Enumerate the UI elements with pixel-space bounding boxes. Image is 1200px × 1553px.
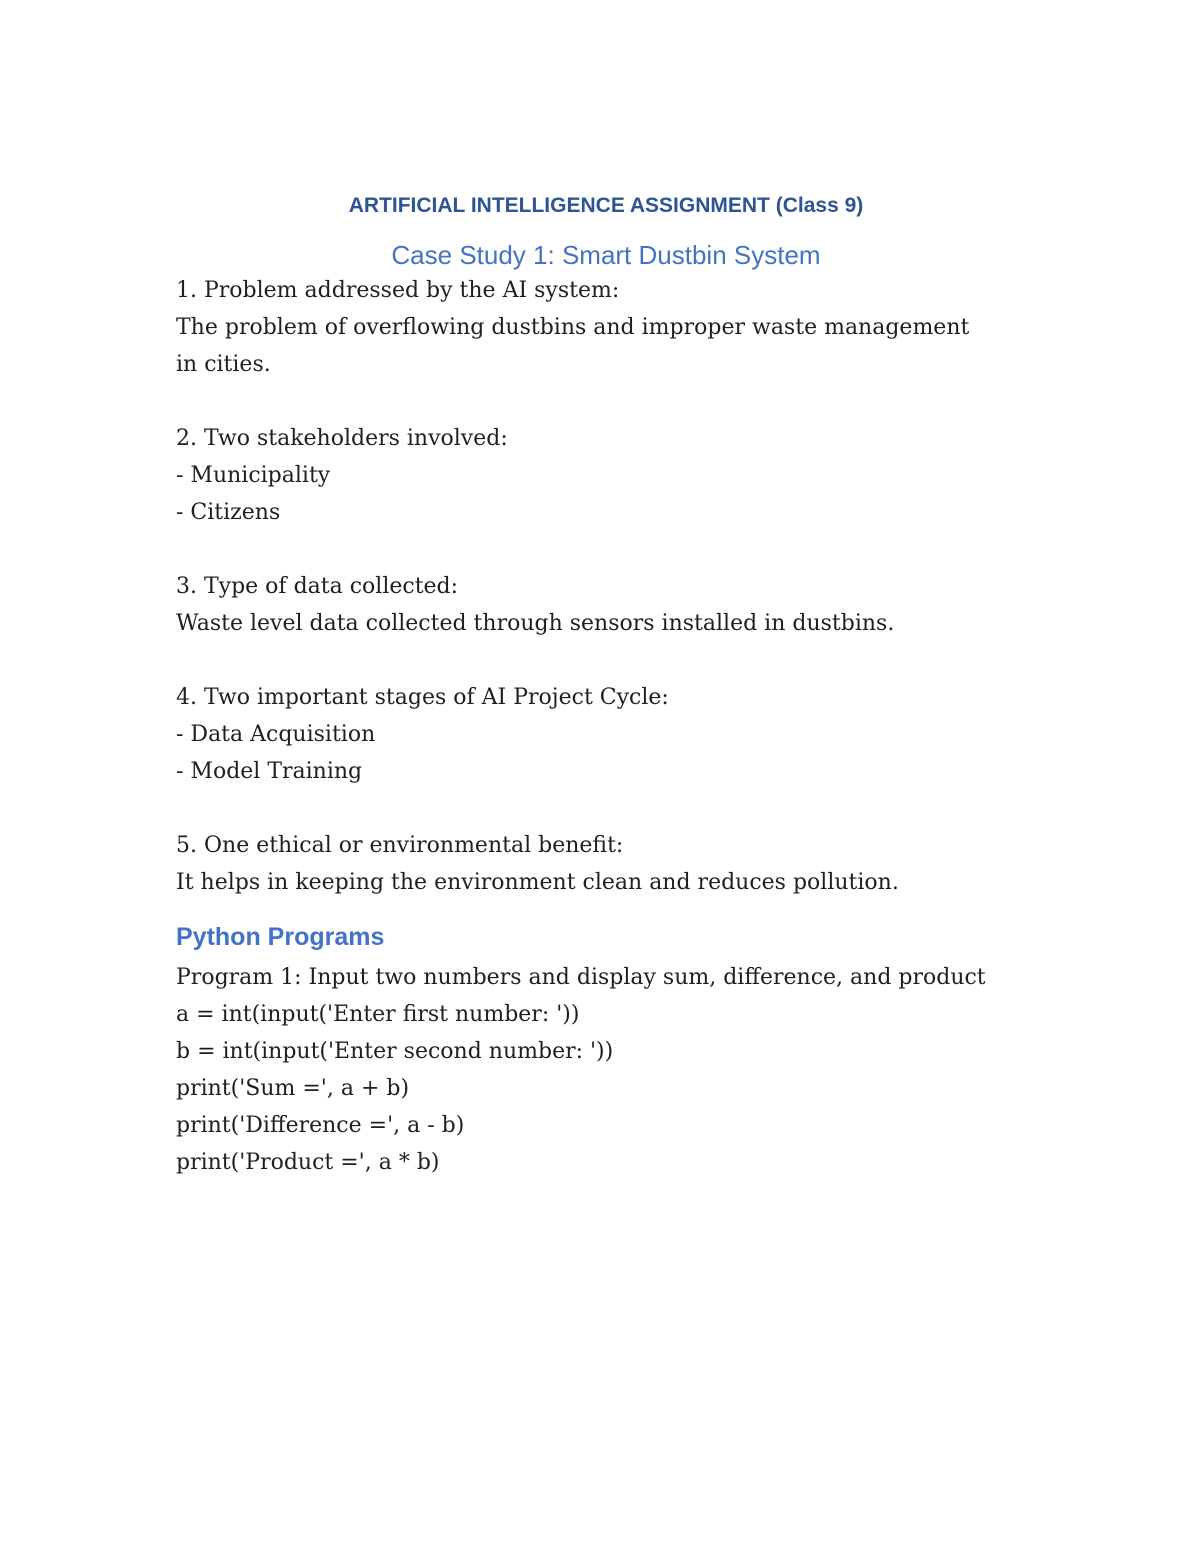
document-body bbox=[176, 188, 1036, 1181]
question-5 bbox=[176, 827, 1036, 901]
paragraph-gap bbox=[176, 642, 1036, 679]
code-line: a = int(input('Enter first number: ')) bbox=[176, 1002, 580, 1027]
question-1-answer-line: The problem of overflowing dustbins and improper waste management bbox=[176, 315, 970, 340]
question-1 bbox=[176, 272, 1036, 383]
stakeholder-item: - Citizens bbox=[176, 500, 281, 525]
stage-item: - Model Training bbox=[176, 759, 363, 784]
code-line: b = int(input('Enter second number: ')) bbox=[176, 1039, 614, 1064]
code-line: print('Product =', a * b) bbox=[176, 1150, 440, 1175]
question-3 bbox=[176, 568, 1036, 642]
question-2-text: 2. Two stakeholders involved: bbox=[176, 426, 508, 451]
code-line: print('Difference =', a - b) bbox=[176, 1113, 465, 1138]
python-programs-heading: Python Programs bbox=[176, 923, 385, 951]
paragraph-gap bbox=[176, 531, 1036, 568]
question-3-answer: Waste level data collected through sensors installed in dustbins. bbox=[176, 611, 895, 636]
program-1-title: Program 1: Input two numbers and display sum, difference, and product bbox=[176, 965, 986, 990]
stage-item: - Data Acquisition bbox=[176, 722, 376, 747]
question-1-text: 1. Problem addressed by the AI system: bbox=[176, 278, 620, 303]
paragraph-gap bbox=[176, 383, 1036, 420]
question-4 bbox=[176, 679, 1036, 790]
question-5-answer: It helps in keeping the environment clean and reduces pollution. bbox=[176, 870, 899, 895]
question-2 bbox=[176, 420, 1036, 531]
case-study-heading: Case Study 1: Smart Dustbin System bbox=[391, 240, 821, 270]
question-4-text: 4. Two important stages of AI Project Cycle: bbox=[176, 685, 669, 710]
question-3-text: 3. Type of data collected: bbox=[176, 574, 459, 599]
program-1 bbox=[176, 959, 1036, 1181]
document-title: ARTIFICIAL INTELLIGENCE ASSIGNMENT (Class 9) bbox=[348, 194, 864, 217]
stakeholder-item: - Municipality bbox=[176, 463, 331, 488]
question-1-answer-line: in cities. bbox=[176, 352, 271, 377]
code-line: print('Sum =', a + b) bbox=[176, 1076, 410, 1101]
paragraph-gap bbox=[176, 790, 1036, 827]
question-5-text: 5. One ethical or environmental benefit: bbox=[176, 833, 624, 858]
